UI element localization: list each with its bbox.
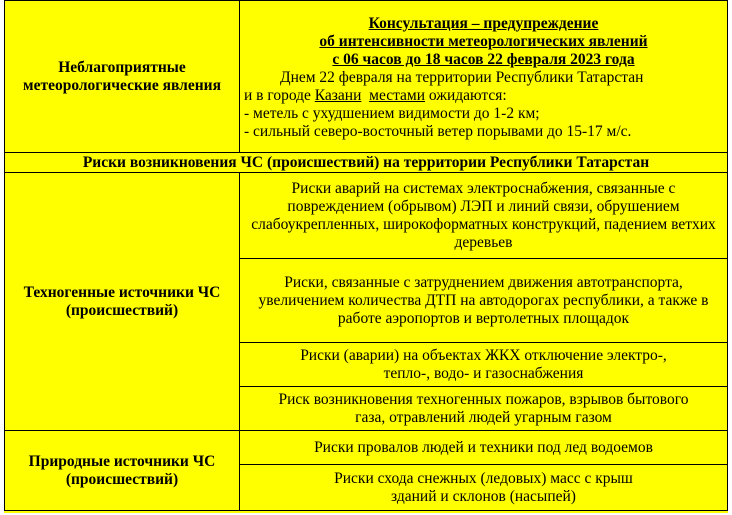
city-name: Казани xyxy=(314,86,362,104)
risks-header-row xyxy=(5,153,728,173)
techno-risk-3: Риски (аварии) на объектах ЖКХ отключение электро-, тепло-, водо- и газоснабжения xyxy=(240,343,728,387)
heading-line-3: с 06 часов до 18 часов 22 февраля 2023 года xyxy=(332,50,635,68)
natural-risk-2: Риски схода снежных (ледовых) масс с крыш зданий и склонов (насыпей) xyxy=(240,465,728,511)
document-table-container xyxy=(4,0,728,513)
intro-suffix: ожидаются: xyxy=(425,86,507,104)
techno-risk-4: Риск возникновения техногенных пожаров, взрывов бытового газа, отравлений людей угарным газом xyxy=(240,387,728,431)
intro-line-2 xyxy=(244,87,723,105)
natural-label: Природные источники ЧС (происшествий) xyxy=(5,431,240,511)
weather-item-2: - сильный северо-восточный ветер порывами до 15-17 м/с. xyxy=(244,122,632,140)
warning-table xyxy=(4,0,728,511)
techno-row-1 xyxy=(5,173,728,259)
weather-content xyxy=(240,1,728,153)
heading-line-2: об интенсивности метеорологических явлений xyxy=(319,32,648,50)
technogenic-label: Техногенные источники ЧС (происшествий) xyxy=(5,173,240,431)
weather-row xyxy=(5,1,728,153)
techno-risk-1: Риски аварий на системах электроснабжения, связанные с повреждением (обрывом) ЛЭП и линий связи, обрушением слабоукрепленных, широкоформатных конструкций, падением ветхих деревьев xyxy=(240,173,728,259)
weather-label: Неблагоприятные метеорологические явления xyxy=(5,1,240,153)
intro-space xyxy=(361,87,369,104)
intro-line-1: Днем 22 февраля на территории Республики Татарстан xyxy=(280,68,644,86)
intro-prefix: и в городе xyxy=(244,86,315,104)
natural-risk-1: Риски провалов людей и техники под лед водоемов xyxy=(240,431,728,465)
risks-header: Риски возникновения ЧС (происшествий) на территории Республики Татарстан xyxy=(5,153,728,173)
heading-line-1: Консультация – предупреждение xyxy=(368,14,599,32)
techno-risk-2: Риски, связанные с затруднением движения автотранспорта, увеличением количества ДТП на автодорогах республики, а также в работе аэропортов и вертолетных площадок xyxy=(240,259,728,343)
places-word: местами xyxy=(369,86,426,104)
weather-item-1: - метель с ухудшением видимости до 1-2 км; xyxy=(244,104,540,122)
natural-row-1 xyxy=(5,431,728,465)
